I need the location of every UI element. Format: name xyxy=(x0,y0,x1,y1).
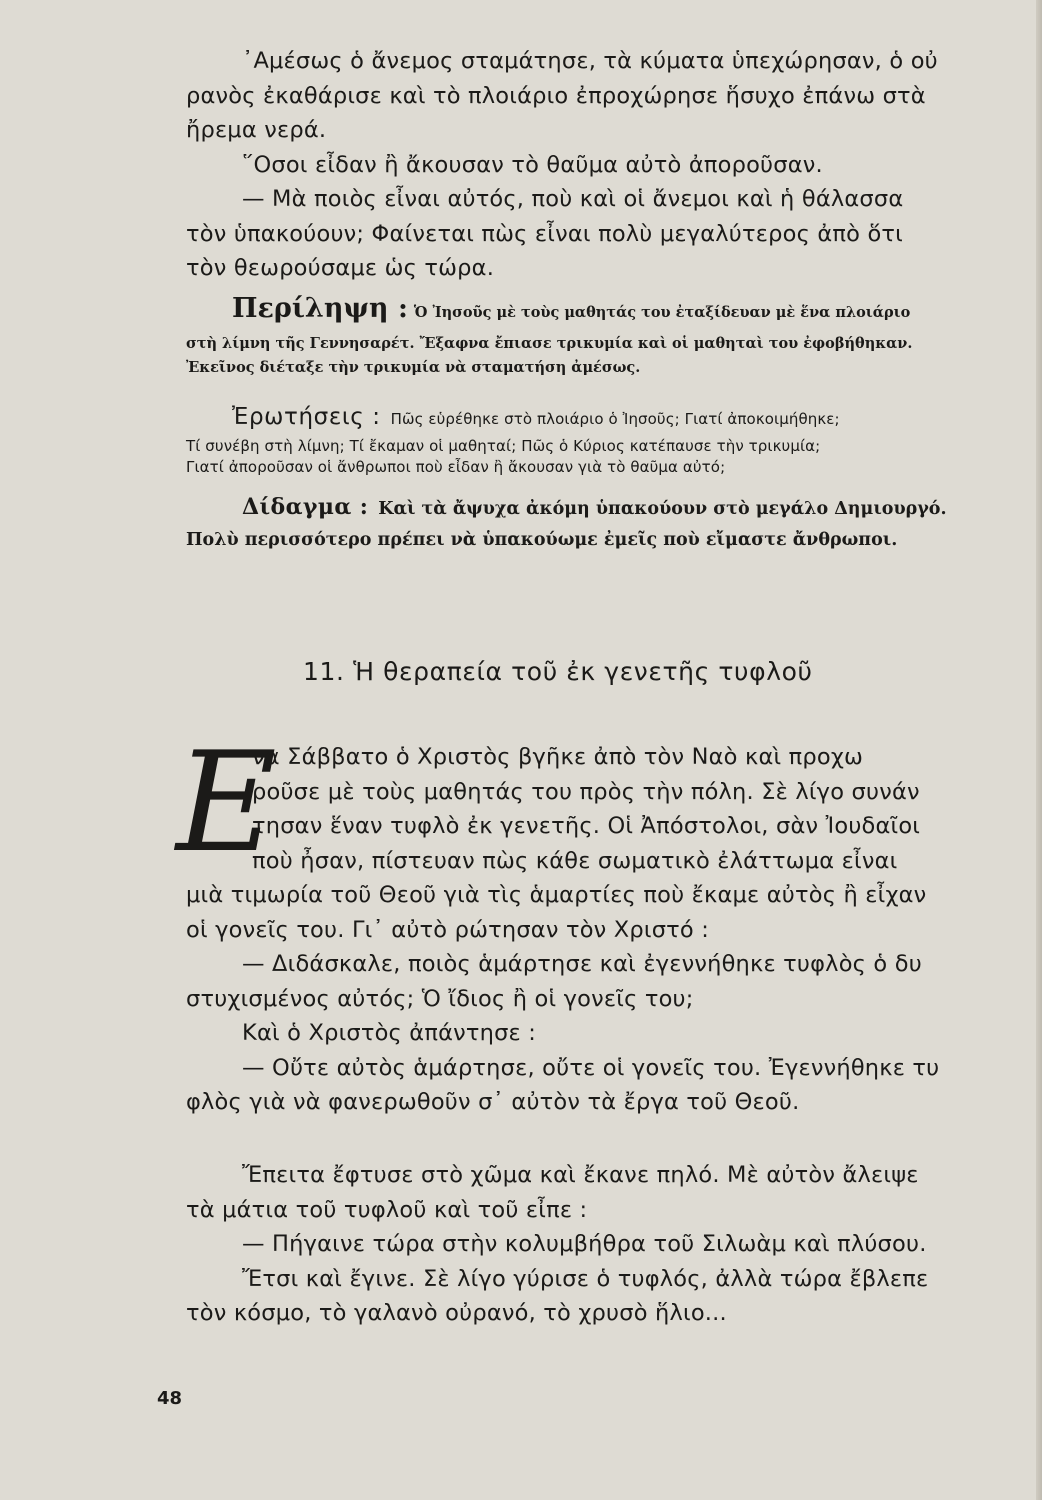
lesson-heading: Δίδαγμα : xyxy=(242,494,369,520)
questions-heading: Ἐρωτήσεις : xyxy=(232,404,381,430)
text-line: Ἔπειτα ἔφτυσε στὸ χῶμα καὶ ἔκανε πηλό. Μὲ αὐτὸν ἄλειψε xyxy=(242,1162,919,1188)
page-edge-shadow xyxy=(1036,0,1042,1500)
text-line: ρανὸς ἐκαθάρισε καὶ τὸ πλοιάριο ἐπροχώρησε ἥσυχο ἐπάνω στὰ xyxy=(186,82,926,109)
text-line: τὸν θεωρούσαμε ὡς τώρα. xyxy=(186,255,495,281)
text-line: ᾽Αμέσως ὁ ἄνεμος σταμάτησε, τὰ κύματα ὑπεχώρησαν, ὁ οὐ xyxy=(242,48,938,74)
intro-paragraphs xyxy=(186,44,1038,286)
text-line: Ἔτσι καὶ ἔγινε. Σὲ λίγο γύρισε ὁ τυφλός, ἀλλὰ τώρα ἔβλεπε xyxy=(242,1265,929,1292)
text-line: ῞Οσοι εἶδαν ἢ ἄκουσαν τὸ θαῦμα αὐτὸ ἀποροῦσαν. xyxy=(242,151,823,178)
lesson-block xyxy=(186,492,1038,556)
lesson-line: Πολὺ περισσότερο πρέπει νὰ ὑπακούωμε ἐμεῖς ποὺ εἴμαστε ἄνθρωποι. xyxy=(186,530,898,550)
text-line: ποὺ ἦσαν, πίστευαν πὼς κάθε σωματικὸ ἐλάττωμα εἶναι xyxy=(252,847,898,874)
text-line: τὸν ὑπακούουν; Φαίνεται πὼς εἶναι πολὺ μεγαλύτερος ἀπὸ ὅτι xyxy=(186,220,903,247)
page-number: 48 xyxy=(157,1388,183,1409)
text-line: οἱ γονεῖς του. Γι᾽ αὐτὸ ρώτησαν τὸν Χριστό : xyxy=(186,916,710,943)
text-line: φλὸς γιὰ νὰ φανερωθοῦν σ᾽ αὐτὸν τὰ ἔργα τοῦ Θεοῦ. xyxy=(186,1089,800,1115)
text-line: ροῦσε μὲ τοὺς μαθητάς του πρὸς τὴν πόλη. Σὲ λίγο συνάν xyxy=(252,778,920,805)
summary-line: Ἐκεῖνος διέταξε τὴν τρικυμία νὰ σταματήση ἀμέσως. xyxy=(186,359,641,376)
text-line: — Μὰ ποιὸς εἶναι αὐτός, ποὺ καὶ οἱ ἄνεμοι καὶ ἡ θάλασσα xyxy=(242,186,904,212)
section-opening xyxy=(186,740,1038,878)
summary-line: στὴ λίμνη τῆς Γεννησαρέτ. Ἔξαφνα ἔπιασε τρικυμία καὶ οἱ μαθηταὶ του ἐφοβήθηκαν. xyxy=(186,335,913,352)
text-line: στυχισμένος αὐτός; Ὁ ἴδιος ἢ οἱ γονεῖς του; xyxy=(186,985,694,1012)
questions-block xyxy=(186,400,1038,478)
text-line: μιὰ τιμωρία τοῦ Θεοῦ γιὰ τὶς ἁμαρτίες ποὺ ἔκαμε αὐτὸς ἢ εἶχαν xyxy=(186,882,927,908)
section-title: 11. Ἡ θεραπεία τοῦ ἐκ γενετῆς τυφλοῦ xyxy=(303,657,813,686)
text-line: ἤρεμα νερά. xyxy=(186,117,327,143)
text-line: — Πήγαινε τώρα στὴν κολυμβήθρα τοῦ Σιλωὰμ καὶ πλύσου. xyxy=(242,1231,927,1257)
drop-cap: Ε xyxy=(176,722,277,883)
text-line: — Διδάσκαλε, ποιὸς ἁμάρτησε καὶ ἐγεννήθηκε τυφλὸς ὁ δυ xyxy=(242,951,922,977)
summary-block xyxy=(186,290,1038,380)
text-line: — Οὔτε αὐτὸς ἁμάρτησε, οὔτε οἱ γονεῖς του. Ἐγεννήθηκε τυ xyxy=(242,1054,940,1081)
lesson-line: Καὶ τὰ ἄψυχα ἀκόμη ὑπακούουν στὸ μεγάλο Δημιουργό. xyxy=(378,499,947,519)
text-line: τὸν κόσμο, τὸ γαλανὸ οὐρανό, τὸ χρυσὸ ἥλιο... xyxy=(186,1300,727,1326)
question-line: Γιατί ἀποροῦσαν οἱ ἄνθρωποι ποὺ εἶδαν ἢ ἄκουσαν γιὰ τὸ θαῦμα αὐτό; xyxy=(186,458,726,476)
summary-line: Ὁ Ἰησοῦς μὲ τοὺς μαθητάς του ἐταξίδευαν μὲ ἕνα πλοιάριο xyxy=(413,304,911,321)
section-closing xyxy=(186,1158,1038,1331)
question-line: Πῶς εὑρέθηκε στὸ πλοιάριο ὁ Ἰησοῦς; Γιατί ἀποκοιμήθηκε; xyxy=(390,410,840,428)
text-line: τησαν ἕναν τυφλὸ ἐκ γενετῆς. Οἱ Ἀπόστολοι, σὰν Ἰουδαῖοι xyxy=(252,813,921,839)
summary-heading: Περίληψη : xyxy=(232,293,408,324)
text-line: τὰ μάτια τοῦ τυφλοῦ καὶ τοῦ εἶπε : xyxy=(186,1196,588,1223)
section-body xyxy=(186,878,1038,1120)
text-line: να Σάββατο ὁ Χριστὸς βγῆκε ἀπὸ τὸν Ναὸ καὶ προχω xyxy=(252,744,864,770)
text-line: Καὶ ὁ Χριστὸς ἀπάντησε : xyxy=(242,1020,537,1046)
question-line: Τί συνέβη στὴ λίμνη; Τί ἔκαμαν οἱ μαθηταί; Πῶς ὁ Κύριος κατέπαυσε τὴν τρικυμία; xyxy=(186,437,821,455)
